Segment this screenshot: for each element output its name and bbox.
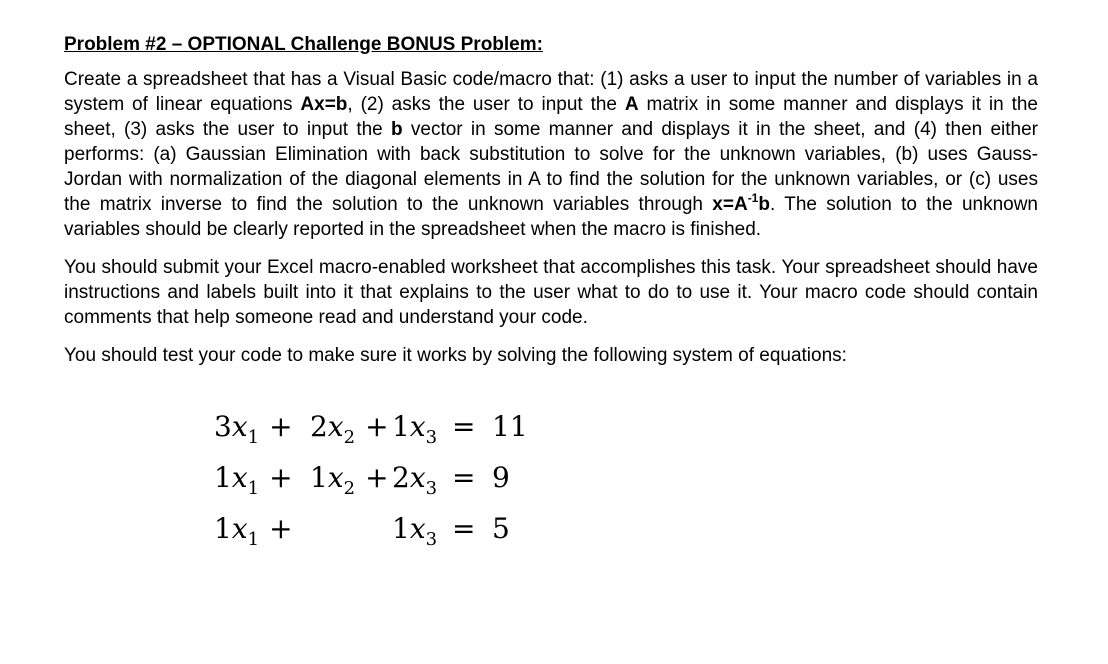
p1-text-2: , (2) asks the user to input the: [347, 94, 625, 115]
inverse-base: x=A: [712, 194, 748, 215]
document-page: [64, 32, 1038, 368]
equation-rhs: 5: [492, 512, 510, 545]
p1-bold-axb: Ax=b: [300, 94, 348, 115]
equation-system: [214, 410, 534, 563]
paragraph-submission: You should submit your Excel macro-enabled worksheet that accomplishes this task. Your spreadsheet should have instructions and labels built into it that explains to the user what to do to use it. Your macro code should contain comments that help someone read and understand your code.: [64, 257, 1038, 328]
equation-term: $1x_1$ +: [214, 512, 293, 550]
equation-term: $1x_3$: [392, 410, 438, 448]
paragraph-test-instructions: You should test your code to make sure it works by solving the following system of equations:: [64, 345, 847, 366]
problem-heading: Problem #2 – OPTIONAL Challenge BONUS Problem:: [64, 34, 543, 55]
p1-text-5: . The solution to the unknown variables should be clearly reported in the spreadsheet when the macro is finished.: [64, 194, 1039, 240]
equation-row: [214, 512, 534, 563]
p1-bold-a: A: [624, 94, 639, 115]
p1-bold-b: b: [391, 119, 403, 140]
equals-sign: =: [452, 410, 476, 443]
equation-row: [214, 461, 534, 512]
paragraph-task-description: [64, 67, 1038, 242]
inverse-end: b: [758, 194, 770, 215]
equals-sign: =: [452, 512, 476, 545]
equation-term: $2x_2$ +: [310, 410, 389, 448]
equation-term: $2x_3$: [392, 461, 438, 499]
p1-text-3: matrix in some manner and displays it in the sheet, (3) asks the user to input the: [64, 94, 1038, 140]
equation-rhs: 9: [492, 461, 510, 494]
equation-rhs: 11: [492, 410, 528, 443]
equation-term: $1x_2$ +: [310, 461, 389, 499]
equation-term: $1x_1$ +: [214, 461, 293, 499]
equals-sign: =: [452, 461, 476, 494]
p1-bold-inverse: [712, 190, 770, 215]
equation-term: $1x_3$: [392, 512, 438, 550]
equation-term: $3x_1$ +: [214, 410, 293, 448]
equation-row: [214, 410, 534, 461]
p1-text-1: Create a spreadsheet that has a Visual Basic code/macro that: (1) asks a user to input the number of variables in a system of linear equations: [64, 69, 1038, 115]
inverse-superscript: -1: [747, 190, 759, 205]
p1-text-4: vector in some manner and displays it in the sheet, and (4) then either performs: (a) Gaussian Elimination with back substitution to solve for the unknown variables, (b) uses Gauss-Jordan with normalization of the diagonal elements in A to find the solution for the unknown variables, or (c) uses the matrix inverse to find the solution to the unknown variables through: [64, 119, 1039, 215]
